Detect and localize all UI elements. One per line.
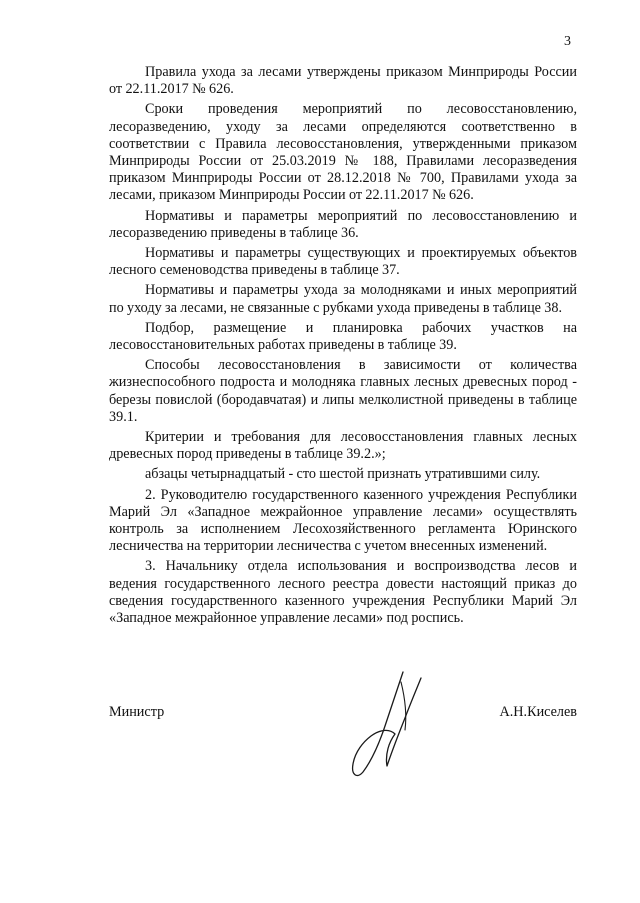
paragraph: 2. Руководителю государственного казенного учреждения Республики Марий Эл «Западное межрайонное управление лесами» осуществлять контроль за исполнением Лесохозяйственного регламента Юринского лесничества на территории лесничества с учетом внесенных изменений. <box>109 486 577 555</box>
document-body <box>109 64 577 627</box>
paragraph: Способы лесовосстановления в зависимости от количества жизнеспособного подроста и молодняка главных лесных древесных пород - березы повислой (бородавчатая) и липы мелколистной приведены в таблице 39.1. <box>109 357 577 425</box>
signatory-title: Министр <box>109 704 165 720</box>
paragraph: Нормативы и параметры существующих и проектируемых объектов лесного семеноводства приведены в таблице 37. <box>109 245 577 279</box>
paragraph: 3. Начальнику отдела использования и воспроизводства лесов и ведения государственного лесного реестра довести настоящий приказ до сведения государственного казенного учреждения Республики Марий Эл «Западное межрайонное управление лесами» под роспись. <box>109 558 577 627</box>
signatory-name: А.Н.Киселев <box>499 704 577 720</box>
paragraph: Подбор, размещение и планировка рабочих участков на лесовосстановительных работах приведены в таблице 39. <box>109 319 577 354</box>
paragraph: Нормативы и параметры ухода за молодняками и иных мероприятий по уходу за лесами, не связанные с рубками ухода приведены в таблице 38. <box>109 282 577 316</box>
paragraph: абзацы четырнадцатый - сто шестой признать утратившими силу. <box>145 466 541 483</box>
paragraph: Критерии и требования для лесовосстановления главных лесных древесных пород приведены в таблице 39.2.»; <box>109 429 577 463</box>
page-number: 3 <box>564 34 571 49</box>
paragraph: Нормативы и параметры мероприятий по лесовосстановлению и лесоразведению приведены в таблице 36. <box>109 207 577 241</box>
paragraph: Сроки проведения мероприятий по лесовосстановлению, лесоразведению, уходу за лесами определяются соответственно в соответствии с Правила лесовосстановления, утвержденными приказом Минприроды России от 25.03.2019 № 188, Правилами лесоразведения приказом Минприроды России от 28.12.2018 № 700, Правилами ухода за лесами, приказом Минприроды России от 22.11.2017 № 626. <box>109 101 577 204</box>
handwritten-signature <box>345 668 435 780</box>
paragraph: Правила ухода за лесами утверждены приказом Минприроды России от 22.11.2017 № 626. <box>109 64 577 98</box>
